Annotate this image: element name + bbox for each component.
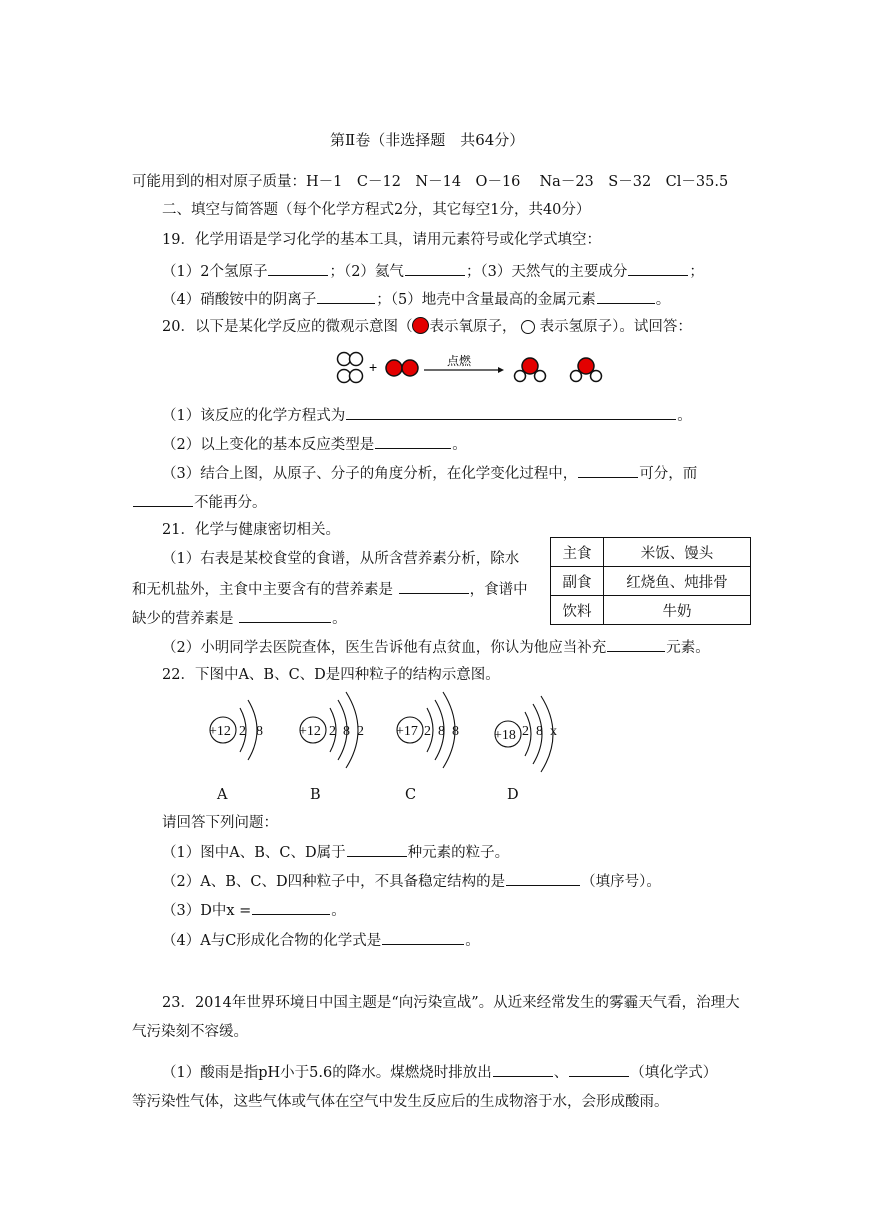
q20-p3-text2: 可分，而 — [639, 466, 698, 482]
q20-stem-a: 20．以下是某化学反应的微观示意图（ — [162, 319, 413, 335]
q22-p3 — [162, 899, 346, 921]
table-row — [551, 567, 751, 596]
q21-p1-text: 和无机盐外，主食中主要含有的营养素是 — [132, 582, 393, 598]
hydrogen-atom-icon — [521, 320, 535, 334]
nucleus-charge: +17 — [396, 724, 418, 739]
q19-part5: ；（5）地壳中含量最高的金属元素 — [376, 292, 596, 308]
shell-electrons: 8 — [343, 724, 350, 739]
answer-blank[interactable] — [628, 260, 688, 276]
q23-stem-line2: 气污染刻不容缓。 — [132, 1024, 248, 1040]
nucleus-charge: +12 — [209, 724, 231, 739]
q20-stem-c: 表示氢原子）。试回答： — [539, 319, 692, 335]
answer-blank[interactable] — [607, 636, 665, 652]
q22-p3-text: （3）D中x = — [162, 903, 252, 919]
menu-category: 副食 — [551, 567, 604, 596]
q22-p1-text: （1）图中A、B、C、D属于 — [162, 845, 346, 861]
answer-blank[interactable] — [239, 607, 331, 623]
shell-electrons: 2 — [329, 724, 336, 739]
diagram-label-a: A — [217, 787, 228, 803]
q20-p2 — [162, 433, 467, 455]
answer-blank[interactable] — [578, 462, 638, 478]
answer-blank[interactable] — [399, 578, 469, 594]
answer-blank[interactable] — [382, 929, 464, 945]
q21-stem: 21．化学与健康密切相关。 — [162, 522, 340, 538]
q20-p3-text: （3）结合上图，从原子、分子的角度分析，在化学变化过程中， — [162, 466, 578, 482]
answer-blank[interactable] — [268, 260, 328, 276]
answer-blank[interactable] — [405, 260, 465, 276]
atomic-masses: 可能用到的相对原子质量：H－1 C－12 N－14 O－16 Na－23 S－32 Cl－35.5 — [132, 174, 729, 190]
atom-structure-diagrams — [200, 690, 600, 810]
oxygen-molecule — [386, 360, 418, 376]
menu-items: 米饭、馒头 — [604, 538, 751, 567]
menu-items: 牛奶 — [604, 596, 751, 625]
q22-p3-end: 。 — [331, 903, 346, 919]
nucleus-charge: +12 — [299, 724, 321, 739]
answer-blank[interactable] — [346, 404, 676, 420]
water-molecule — [571, 358, 602, 382]
q22-stem: 22．下图中A、B、C、D是四种粒子的结构示意图。 — [162, 667, 500, 683]
answer-blank[interactable] — [252, 899, 330, 915]
shell-electrons: 2 — [239, 724, 246, 739]
q22-p1-end: 种元素的粒子。 — [407, 845, 510, 861]
q22-p2-end: （填序号）。 — [581, 874, 661, 890]
answer-blank[interactable] — [375, 433, 451, 449]
q19-part1: （1）2个氢原子 — [162, 264, 268, 280]
section-heading: 二、填空与简答题（每个化学方程式2分，其它每空1分，共40分） — [162, 202, 591, 218]
diagram-label-d: D — [507, 787, 519, 803]
q19-part4: （4）硝酸铵中的阴离子 — [162, 292, 317, 308]
q19-part-end: 。 — [655, 292, 671, 308]
q23-p1-sep: 、 — [553, 1065, 569, 1081]
q20-p3 — [162, 462, 697, 484]
oxygen-atom-icon — [386, 360, 402, 376]
shell-electrons: 8 — [256, 724, 263, 739]
atom-diagram-d — [494, 696, 557, 772]
shell-electrons: 8 — [452, 724, 459, 739]
q20-p3-cont — [132, 491, 267, 513]
answer-blank[interactable] — [569, 1061, 629, 1077]
diagram-label-b: B — [310, 787, 321, 803]
q22-p4 — [162, 929, 480, 951]
menu-table — [550, 537, 751, 625]
table-row — [551, 596, 751, 625]
shell-electrons: 2 — [424, 724, 431, 739]
q20-stem — [162, 317, 692, 337]
q22-p4-text: （4）A与C形成化合物的化学式是 — [162, 933, 382, 949]
hydrogen-atom-icon — [338, 353, 351, 366]
q22-p2 — [162, 870, 661, 892]
arrow-label: 点燃 — [447, 354, 472, 368]
shell-electrons: 2 — [522, 724, 529, 739]
page-title: 第Ⅱ卷（非选择题 共64分） — [330, 131, 525, 149]
answer-blank[interactable] — [317, 288, 375, 304]
q23-p1 — [162, 1061, 717, 1083]
q19-part-end: ； — [689, 264, 704, 280]
q21-p2-end: 元素。 — [666, 640, 710, 656]
shell-electrons: 8 — [536, 724, 543, 739]
hydrogen-atom-icon — [350, 353, 363, 366]
q20-p2-text: （2）以上变化的基本反应类型是 — [162, 437, 375, 453]
shell-electrons: x — [550, 724, 557, 739]
hydrogen-atom-icon — [350, 370, 363, 383]
q21-p1-text2: ，食谱中 — [469, 582, 528, 598]
hydrogen-atom-icon — [591, 371, 602, 382]
q21-p1-line2 — [132, 578, 528, 600]
menu-items: 红烧鱼、炖排骨 — [604, 567, 751, 596]
q19-part2: ；（2）氦气 — [329, 264, 404, 280]
hydrogen-atom-icon — [338, 370, 351, 383]
nucleus-charge: +18 — [494, 728, 516, 743]
answer-blank[interactable] — [493, 1061, 553, 1077]
q19-part3: ；（3）天然气的主要成分 — [465, 264, 628, 280]
answer-blank[interactable] — [347, 841, 407, 857]
hydrogen-atom-icon — [535, 371, 546, 382]
q20-p1-end: 。 — [677, 408, 692, 424]
diagram-label-c: C — [405, 787, 417, 803]
q20-p1-text: （1）该反应的化学方程式为 — [162, 408, 346, 424]
atom-diagram-c — [396, 692, 459, 768]
q21-p1-line1: （1）右表是某校食堂的食谱，从所含营养素分析，除水 — [162, 551, 520, 567]
q21-p2-text: （2）小明同学去医院查体，医生告诉他有点贫血，你认为他应当补充 — [162, 640, 607, 656]
q20-p3-end: 不能再分。 — [194, 495, 267, 511]
q19-stem: 19．化学用语是学习化学的基本工具，请用元素符号或化学式填空： — [162, 232, 601, 248]
oxygen-atom-icon — [412, 317, 429, 334]
water-molecule — [515, 358, 546, 382]
shell-electrons: 2 — [357, 724, 364, 739]
plus-sign: + — [369, 359, 378, 375]
q19-line2 — [162, 288, 670, 310]
q21-p1-line3 — [132, 607, 347, 629]
atom-diagram-b — [299, 692, 364, 768]
q22-p2-text: （2）A、B、C、D四种粒子中，不具备稳定结构的是 — [162, 874, 506, 890]
atom-diagram-a — [209, 700, 263, 760]
answer-blank[interactable] — [133, 491, 193, 507]
q22-p1 — [162, 841, 509, 863]
q23-p1-text2: （填化学式） — [630, 1065, 718, 1081]
answer-blank[interactable] — [506, 870, 580, 886]
shell-electrons: 8 — [438, 724, 445, 739]
menu-category: 主食 — [551, 538, 604, 567]
answer-blank[interactable] — [597, 288, 655, 304]
q22-p4-end: 。 — [465, 933, 480, 949]
q23-p1-text: （1）酸雨是指pH小于5.6的降水。煤燃烧时排放出 — [162, 1065, 492, 1081]
q23-stem-line1: 23．2014年世界环境日中国主题是“向污染宣战”。从近来经常发生的雾霾天气看，治理大 — [162, 995, 740, 1011]
q19-line1 — [162, 260, 704, 282]
q20-stem-b: 表示氧原子， — [429, 319, 517, 335]
q20-p1 — [162, 404, 692, 426]
q21-p1-end: 。 — [332, 611, 347, 627]
oxygen-atom-icon — [402, 360, 418, 376]
hydrogen-atom-icon — [515, 371, 526, 382]
q22-prompt: 请回答下列问题： — [162, 815, 278, 831]
q20-p2-end: 。 — [452, 437, 467, 453]
q23-p1-cont: 等污染性气体，这些气体或气体在空气中发生反应后的生成物溶于水，会形成酸雨。 — [132, 1094, 669, 1110]
q21-p1-text3: 缺少的营养素是 — [132, 611, 234, 627]
q21-p2 — [162, 636, 710, 658]
table-row — [551, 538, 751, 567]
menu-category: 饮料 — [551, 596, 604, 625]
reaction-diagram — [330, 348, 620, 388]
hydrogen-atom-icon — [571, 371, 582, 382]
arrow-head-icon — [498, 367, 504, 373]
hydrogen-molecules — [338, 353, 363, 383]
